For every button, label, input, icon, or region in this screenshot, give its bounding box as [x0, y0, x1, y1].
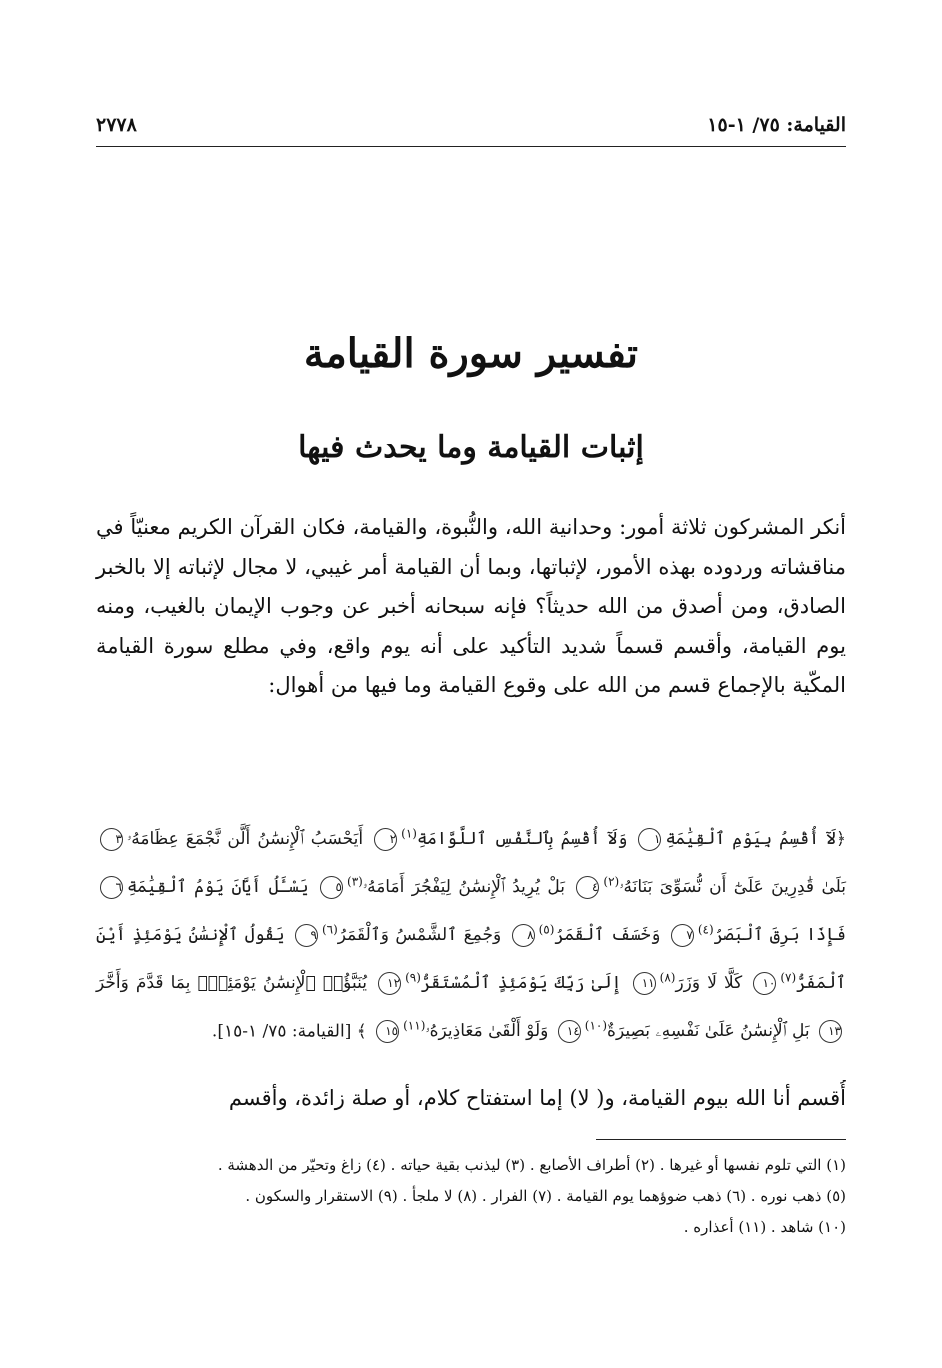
footnote-reference: (٨)	[659, 970, 676, 985]
commentary-paragraph: أُقسم أنا الله بيوم القيامة، و( لا) إما استفتاح كلام، أو صلة زائدة، وأقسم	[228, 1086, 846, 1110]
verse-text: أَيَحْسَبُ ٱلْإِنسَٰنُ أَلَّن نَّجْمَعَ عِظَامَهُۥ	[127, 828, 364, 849]
quran-verses-block	[96, 812, 846, 1053]
footnote-separator	[596, 1139, 846, 1140]
footnote-reference: (٤)	[697, 922, 714, 937]
footnote-line: (٥) ذهب نوره . (٦) ذهب ضوؤهما يوم القيامة . (٧) الفرار . (٨) لا ملجأ . (٩) الاستقرار والسكون .	[245, 1187, 846, 1205]
footnote-reference: (٣)	[347, 874, 363, 889]
footnotes	[96, 1150, 846, 1243]
verse-text: يُنَبَّؤُا۟ ٱلْإِنسَٰنُ يَوْمَئِذٍۭ بِمَا قَدَّمَ وَأَخَّرَ	[96, 973, 367, 994]
verse	[316, 874, 565, 897]
verse-list	[96, 826, 847, 1042]
verse-text: وَجُمِعَ ٱلشَّمْسُ وَٱلْقَمَرُ	[337, 924, 502, 945]
verse-text: يَسْـَٔلُ أَيَّانَ يَوْمُ ٱلْقِيَٰمَةِ	[127, 876, 309, 897]
verse-number-marker: ٧	[671, 924, 694, 947]
verse-number-marker: ٦	[100, 876, 123, 899]
verses-citation: ﴾ [القيامة: ٧٥/ ١-١٥].	[211, 1021, 367, 1042]
footnote-reference: (٢)	[603, 874, 620, 889]
verse-text: وَخَسَفَ ٱلْقَمَرُ	[554, 924, 661, 945]
footnote-line: (١) التي تلوم نفسها أو غيرها . (٢) أطراف الأصابع . (٣) ليذنب بقية حياته . (٤) زاغ وتحيّر من الدهشة .	[217, 1156, 846, 1174]
verse-text: وَلَآ أُقْسِمُ بِٱلنَّفْسِ ٱللَّوَّامَةِ	[416, 828, 628, 849]
footnote-reference: (١١)	[403, 1018, 426, 1033]
surah-verse-range: القيامة: ٧٥/ ١-١٥	[707, 114, 846, 136]
verse-text: ﴿لَآ أُقْسِمُ بِيَوْمِ ٱلْقِيَٰمَةِ	[665, 828, 847, 849]
verse-number-marker: ١٣	[819, 1020, 842, 1043]
footnote-reference: (٥)	[538, 922, 555, 937]
verse-number-marker: ٥	[320, 876, 343, 899]
verse-text: فَإِذَا بَرِقَ ٱلْبَصَرُ	[713, 924, 846, 945]
verse-number-marker: ٤	[576, 876, 599, 899]
verse-text: وَلَوْ أَلْقَىٰ مَعَاذِيرَهُۥ	[425, 1021, 549, 1042]
verse	[96, 829, 363, 849]
page-number: ٢٧٧٨	[96, 114, 137, 136]
footnote-reference: (١٠)	[584, 1018, 608, 1033]
verse	[554, 1018, 810, 1042]
verse	[629, 970, 743, 994]
footnote-reference: (١)	[401, 826, 417, 840]
footnote-reference: (٦)	[321, 922, 338, 937]
verse-number-marker: ١١	[633, 972, 656, 995]
verse-number-marker: ١٤	[558, 1020, 581, 1043]
footnote-reference: (٧)	[780, 970, 797, 985]
verse-number-marker: ١٠	[753, 972, 776, 995]
verse-number-marker: ٣	[100, 828, 123, 851]
verse-text: إِلَىٰ رَبِّكَ يَوْمَئِذٍ ٱلْمُسْتَقَرُّ	[420, 973, 622, 994]
verse	[372, 1018, 549, 1042]
intro-paragraph: أنكر المشركون ثلاثة أمور: وحدانية الله، والنُّبوة، والقيامة، فكان القرآن الكريم معنيّاً في مناقشاته وردوده بهذه الأمور، لإثباتها، وبما أن القيامة أمر غيبي، لا مجال لإثباته إلا بالخبر الصادق، ومن أصدق من الله حديثاً؟ فإنه سبحانه أخبر عن وجوب الإيمان بالغيب، ومنه يوم القيامة، وأقسم قسماً شديد التأكيد على أنه يوم واقع، وفي مطلع سورة القيامة المكّية بالإجماع قسم من الله على وقوع القيامة وما فيها من أهوال:	[96, 515, 846, 697]
verse-number-marker: ٨	[512, 924, 535, 947]
verse-text: بَلْ يُرِيدُ ٱلْإِنسَٰنُ لِيَفْجُرَ أَمَامَهُۥ	[362, 876, 565, 897]
footnote-reference: (٩)	[405, 970, 421, 985]
page-title: تفسير سورة القيامة	[303, 330, 639, 377]
verse	[370, 826, 628, 849]
verse-text: يَقُولُ ٱلْإِنسَٰنُ يَوْمَئِذٍ أَيْنَ ٱلْمَفَرُّ	[96, 924, 846, 994]
section-heading: إثبات القيامة وما يحدث فيها	[298, 430, 644, 465]
verse-text: كَلَّا لَا وَزَرَ	[675, 973, 743, 994]
verse-number-marker: ٢	[374, 828, 397, 851]
verse	[508, 922, 661, 945]
verse-number-marker: ١٢	[378, 972, 401, 995]
verse	[572, 874, 846, 897]
verse-number-marker: ١	[638, 828, 661, 851]
verse-number-marker: ٩	[295, 924, 318, 947]
verse	[374, 970, 622, 994]
verse	[291, 922, 502, 945]
footnote-line: (١٠) شاهد . (١١) أعذاره .	[683, 1218, 846, 1236]
verse-text: بَلَىٰ قَٰدِرِينَ عَلَىٰٓ أَن نُّسَوِّىَ بَنَانَهُۥ	[619, 876, 846, 897]
verse-text: بَلِ ٱلْإِنسَٰنُ عَلَىٰ نَفْسِهِۦ بَصِيرَةٌ	[607, 1021, 810, 1042]
verse	[96, 877, 309, 897]
verse	[634, 829, 846, 849]
verse	[667, 922, 846, 945]
running-header	[96, 114, 846, 147]
verse-number-marker: ١٥	[376, 1020, 399, 1043]
